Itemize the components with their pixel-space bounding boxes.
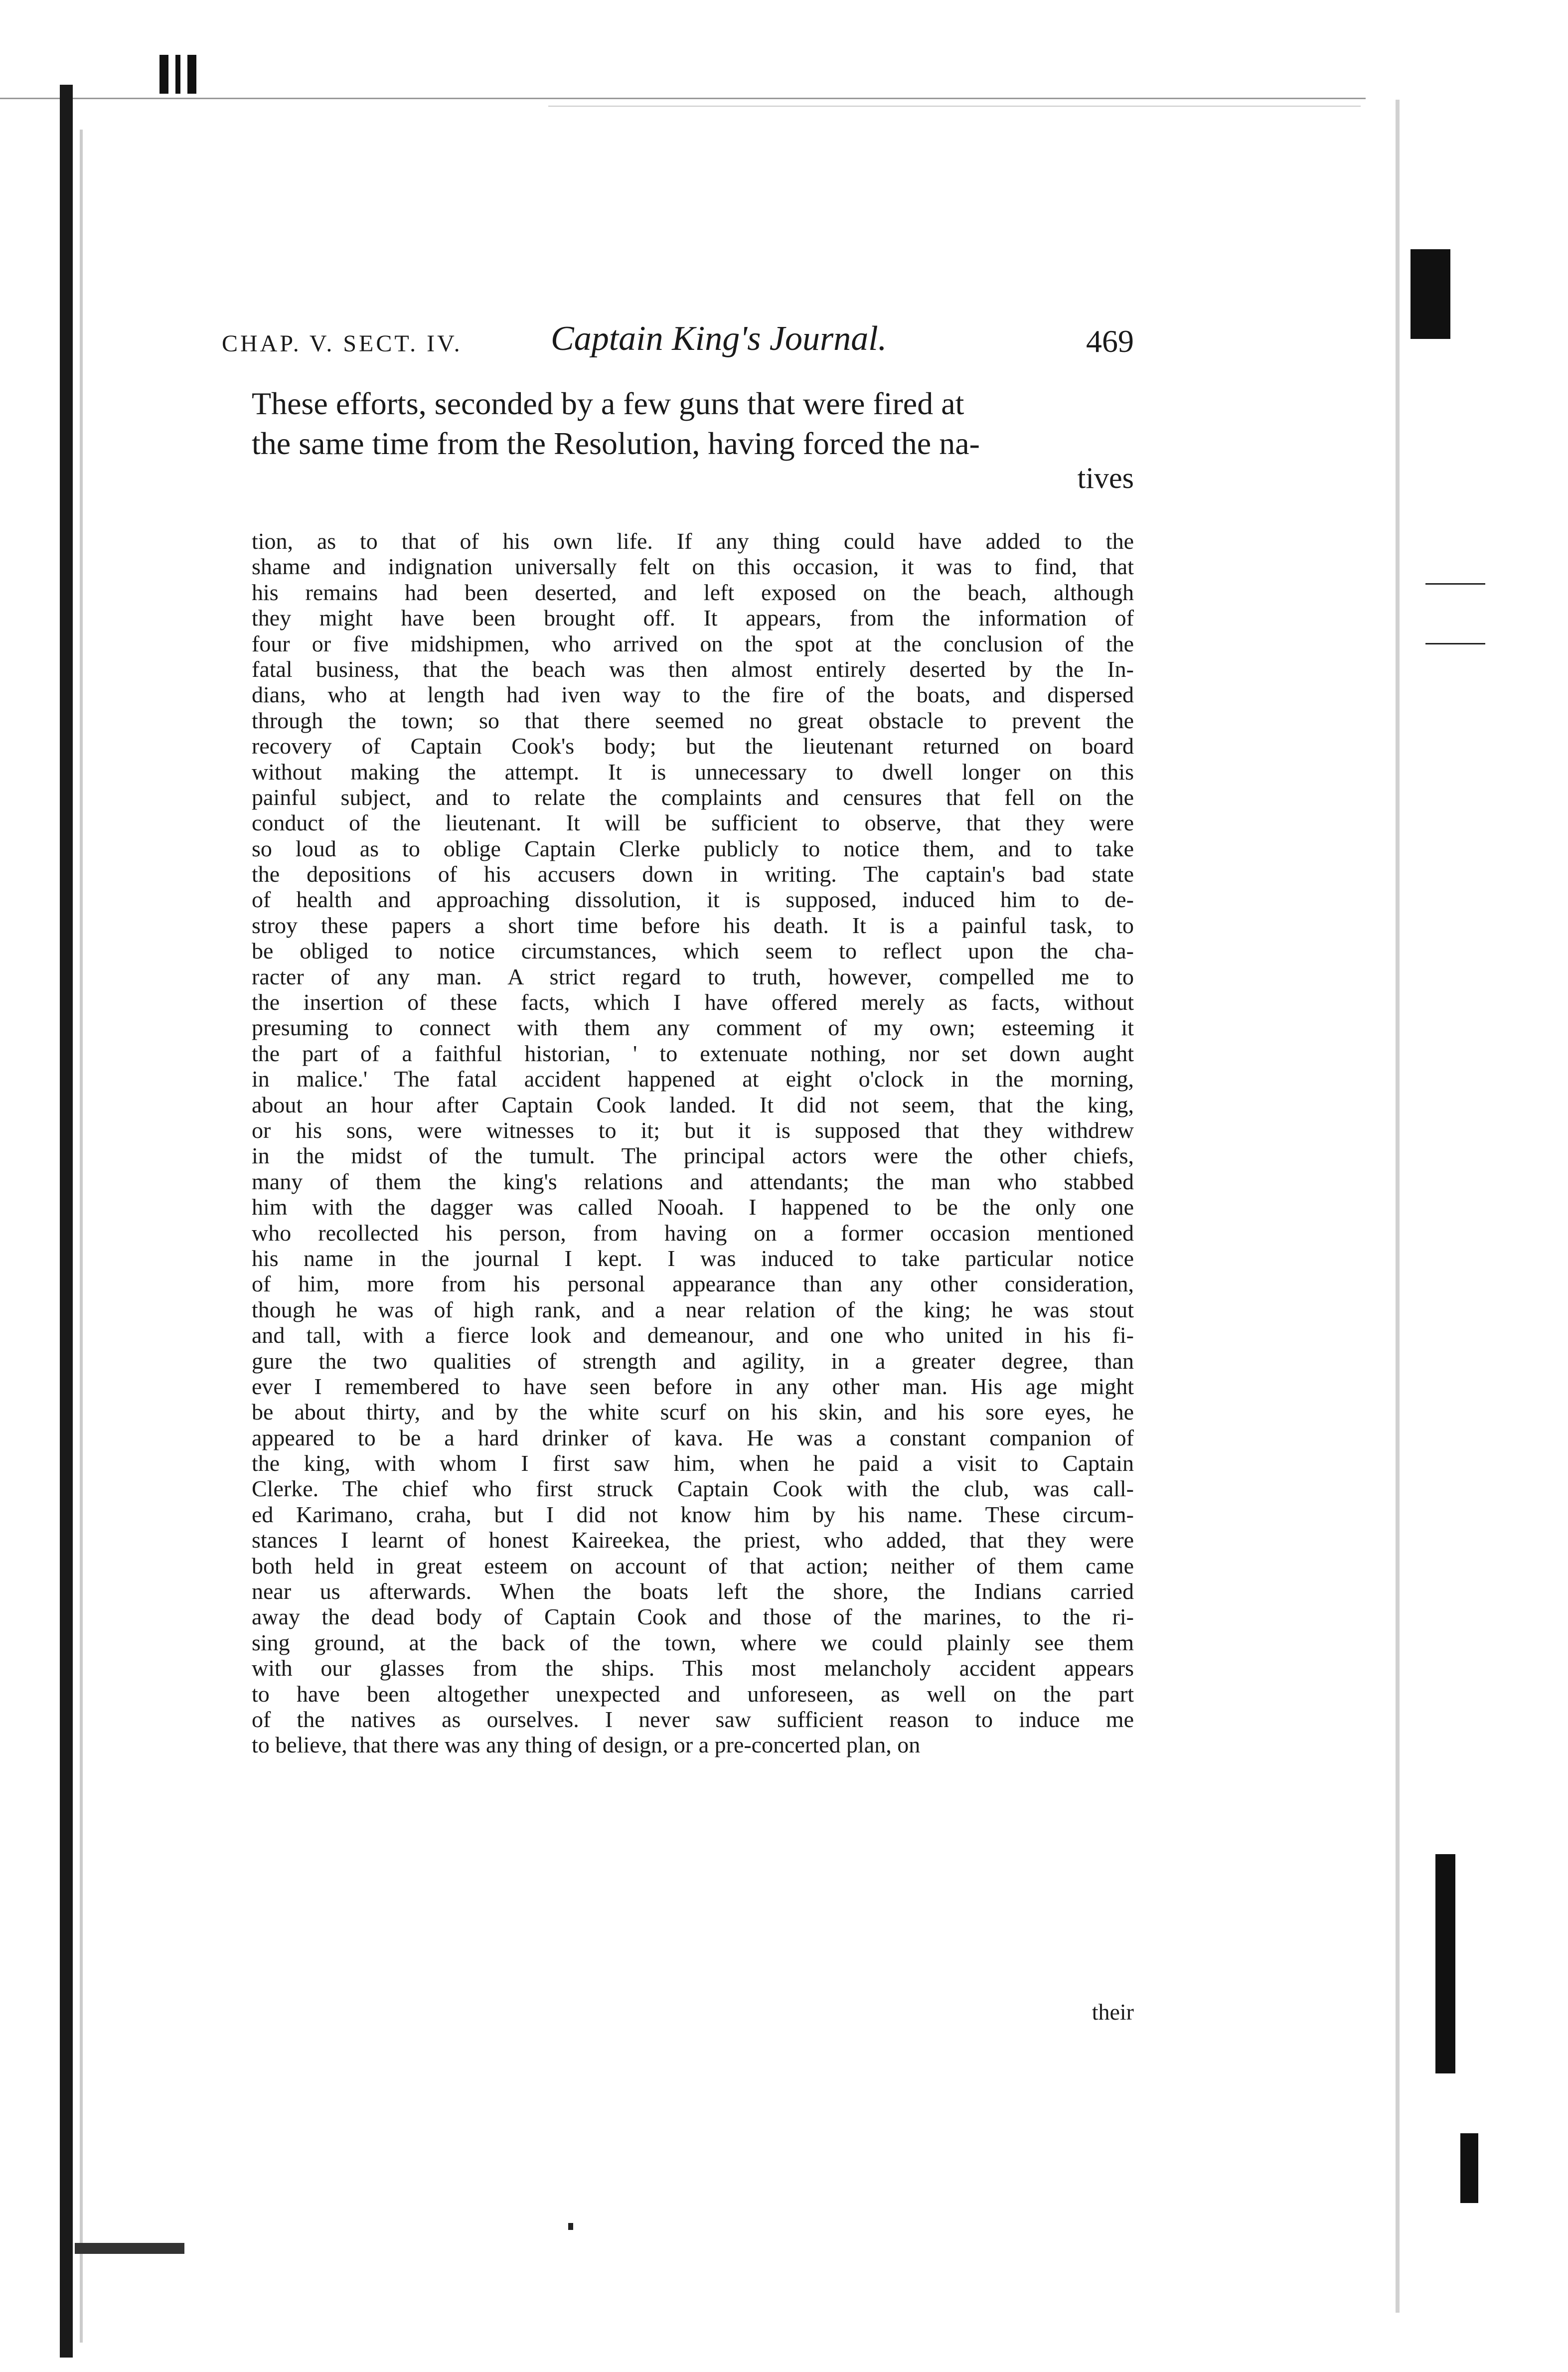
scan-top-edge bbox=[0, 98, 1366, 99]
footnote-line: of health and approaching dissolution, it is supposed, induced him to de- bbox=[252, 887, 1134, 913]
footnote-line: they might have been brought off. It appears, from the information of bbox=[252, 605, 1134, 631]
footnote-line: four or five midshipmen, who arrived on the spot at the conclusion of the bbox=[252, 631, 1134, 656]
footnote-line: in malice.' The fatal accident happened at eight o'clock in the morning, bbox=[252, 1066, 1134, 1092]
main-text-line: the same time from the Resolution, having forced the na- bbox=[252, 426, 980, 461]
footnote-line: or his sons, were witnesses to it; but it is supposed that they withdrew bbox=[252, 1117, 1134, 1143]
footnote-line: be about thirty, and by the white scurf on his skin, and his sore eyes, he bbox=[252, 1399, 1134, 1425]
footnote-line: painful subject, and to relate the complaints and censures that fell on the bbox=[252, 784, 1134, 810]
scan-edge-artifact bbox=[1411, 249, 1450, 339]
footnote-line: recovery of Captain Cook's body; but the lieutenant returned on board bbox=[252, 733, 1134, 759]
scan-registration-marks bbox=[159, 55, 203, 96]
footnote-line: the insertion of these facts, which I have offered merely as facts, without bbox=[252, 989, 1134, 1015]
binding-foot-mark bbox=[75, 2243, 184, 2254]
footnote-line: presuming to connect with them any comment of my own; esteeming it bbox=[252, 1015, 1134, 1041]
page-right-edge bbox=[1396, 100, 1400, 2313]
footnote-line: through the town; so that there seemed no great obstacle to prevent the bbox=[252, 707, 1134, 733]
footnote-line: dians, who at length had iven way to the fire of the boats, and dispersed bbox=[252, 682, 1134, 708]
footnote-line: shame and indignation universally felt on this occasion, it was to find, that bbox=[252, 554, 1134, 580]
main-text-line: These efforts, seconded by a few guns that were fired at bbox=[252, 386, 964, 421]
footnote-line: his name in the journal I kept. I was induced to take particular notice bbox=[252, 1245, 1134, 1271]
running-title: Captain King's Journal. bbox=[551, 319, 887, 358]
footnote-line: Clerke. The chief who first struck Captain Cook with the club, was call- bbox=[252, 1476, 1134, 1502]
scan-top-edge-shadow bbox=[548, 106, 1361, 107]
footnote-line: to believe, that there was any thing of design, or a pre-concerted plan, on bbox=[252, 1732, 921, 1758]
footnote-line: the king, with whom I first saw him, when he paid a visit to Captain bbox=[252, 1450, 1134, 1476]
binding-gutter-shadow bbox=[60, 85, 73, 2358]
footnote-line: the depositions of his accusers down in writing. The captain's bad state bbox=[252, 861, 1134, 887]
main-text-catchword: tives bbox=[1077, 462, 1134, 494]
scan-edge-artifact bbox=[1425, 583, 1485, 585]
footnote-line: near us afterwards. When the boats left the shore, the Indians carried bbox=[252, 1579, 1134, 1604]
footnote-line: appeared to be a hard drinker of kava. He was a constant companion of bbox=[252, 1424, 1134, 1450]
footnote-line: about an hour after Captain Cook landed. It did not seem, that the king, bbox=[252, 1092, 1134, 1117]
footnote-line: stances I learnt of honest Kaireekea, the priest, who added, that they were bbox=[252, 1527, 1134, 1553]
footnote-line: conduct of the lieutenant. It will be sufficient to observe, that they were bbox=[252, 810, 1134, 836]
footnote-line: ed Karimano, craha, but I did not know him by his name. These circum- bbox=[252, 1501, 1134, 1527]
footnote-line: gure the two qualities of strength and agility, in a greater degree, than bbox=[252, 1348, 1134, 1374]
footnote-line: be obliged to notice circumstances, which seem to reflect upon the cha- bbox=[252, 938, 1134, 964]
footnote-line: and tall, with a fierce look and demeanour, and one who united in his fi- bbox=[252, 1322, 1134, 1348]
footnote-line: him with the dagger was called Nooah. I happened to be the only one bbox=[252, 1194, 1134, 1220]
footnote-line: racter of any man. A strict regard to truth, however, compelled me to bbox=[252, 963, 1134, 989]
footnote-line: with our glasses from the ships. This most melancholy accident appears bbox=[252, 1655, 1134, 1681]
footnote-line: many of them the king's relations and attendants; the man who stabbed bbox=[252, 1168, 1134, 1194]
footnote-line: ever I remembered to have seen before in any other man. His age might bbox=[252, 1373, 1134, 1399]
footnote-line: tion, as to that of his own life. If any thing could have added to the bbox=[252, 528, 1134, 554]
running-head bbox=[222, 319, 1134, 364]
main-text bbox=[252, 384, 1134, 464]
footnote-line: sing ground, at the back of the town, where we could plainly see them bbox=[252, 1629, 1134, 1655]
footnote-line: fatal business, that the beach was then almost entirely deserted by the In- bbox=[252, 656, 1134, 682]
footnote-line: away the dead body of Captain Cook and those of the marines, to the ri- bbox=[252, 1604, 1134, 1630]
footnote-line: the part of a faithful historian, ' to extenuate nothing, nor set down aught bbox=[252, 1040, 1134, 1066]
footnote-line: though he was of high rank, and a near relation of the king; he was stout bbox=[252, 1296, 1134, 1322]
footnote-line: both held in great esteem on account of that action; neither of them came bbox=[252, 1553, 1134, 1579]
footnote-text bbox=[252, 528, 1134, 1758]
scan-edge-artifact bbox=[1425, 643, 1485, 644]
footnote-line: of him, more from his personal appearance than any other consideration, bbox=[252, 1271, 1134, 1297]
chapter-section-label: CHAP. V. SECT. IV. bbox=[222, 330, 463, 357]
scan-edge-artifact bbox=[1435, 1854, 1455, 2073]
binding-gutter-line bbox=[80, 130, 83, 2343]
footnote-line: without making the attempt. It is unnecessary to dwell longer on this bbox=[252, 759, 1134, 785]
footnote-catchword: their bbox=[1092, 1999, 1134, 2025]
footnote-line: so loud as to oblige Captain Clerke publicly to notice them, and to take bbox=[252, 835, 1134, 861]
footnote-line: in the midst of the tumult. The principal actors were the other chiefs, bbox=[252, 1143, 1134, 1169]
footnote-line: stroy these papers a short time before his death. It is a painful task, to bbox=[252, 912, 1134, 938]
footnote-line: his remains had been deserted, and left exposed on the beach, although bbox=[252, 579, 1134, 605]
page-number: 469 bbox=[1086, 323, 1134, 359]
footnote-line: of the natives as ourselves. I never saw sufficient reason to induce me bbox=[252, 1706, 1134, 1732]
scan-speck bbox=[568, 2223, 573, 2230]
scan-edge-artifact bbox=[1460, 2133, 1478, 2203]
footnote-line: to have been altogether unexpected and unforeseen, as well on the part bbox=[252, 1681, 1134, 1707]
footnote-line: who recollected his person, from having on a former occasion mentioned bbox=[252, 1220, 1134, 1246]
